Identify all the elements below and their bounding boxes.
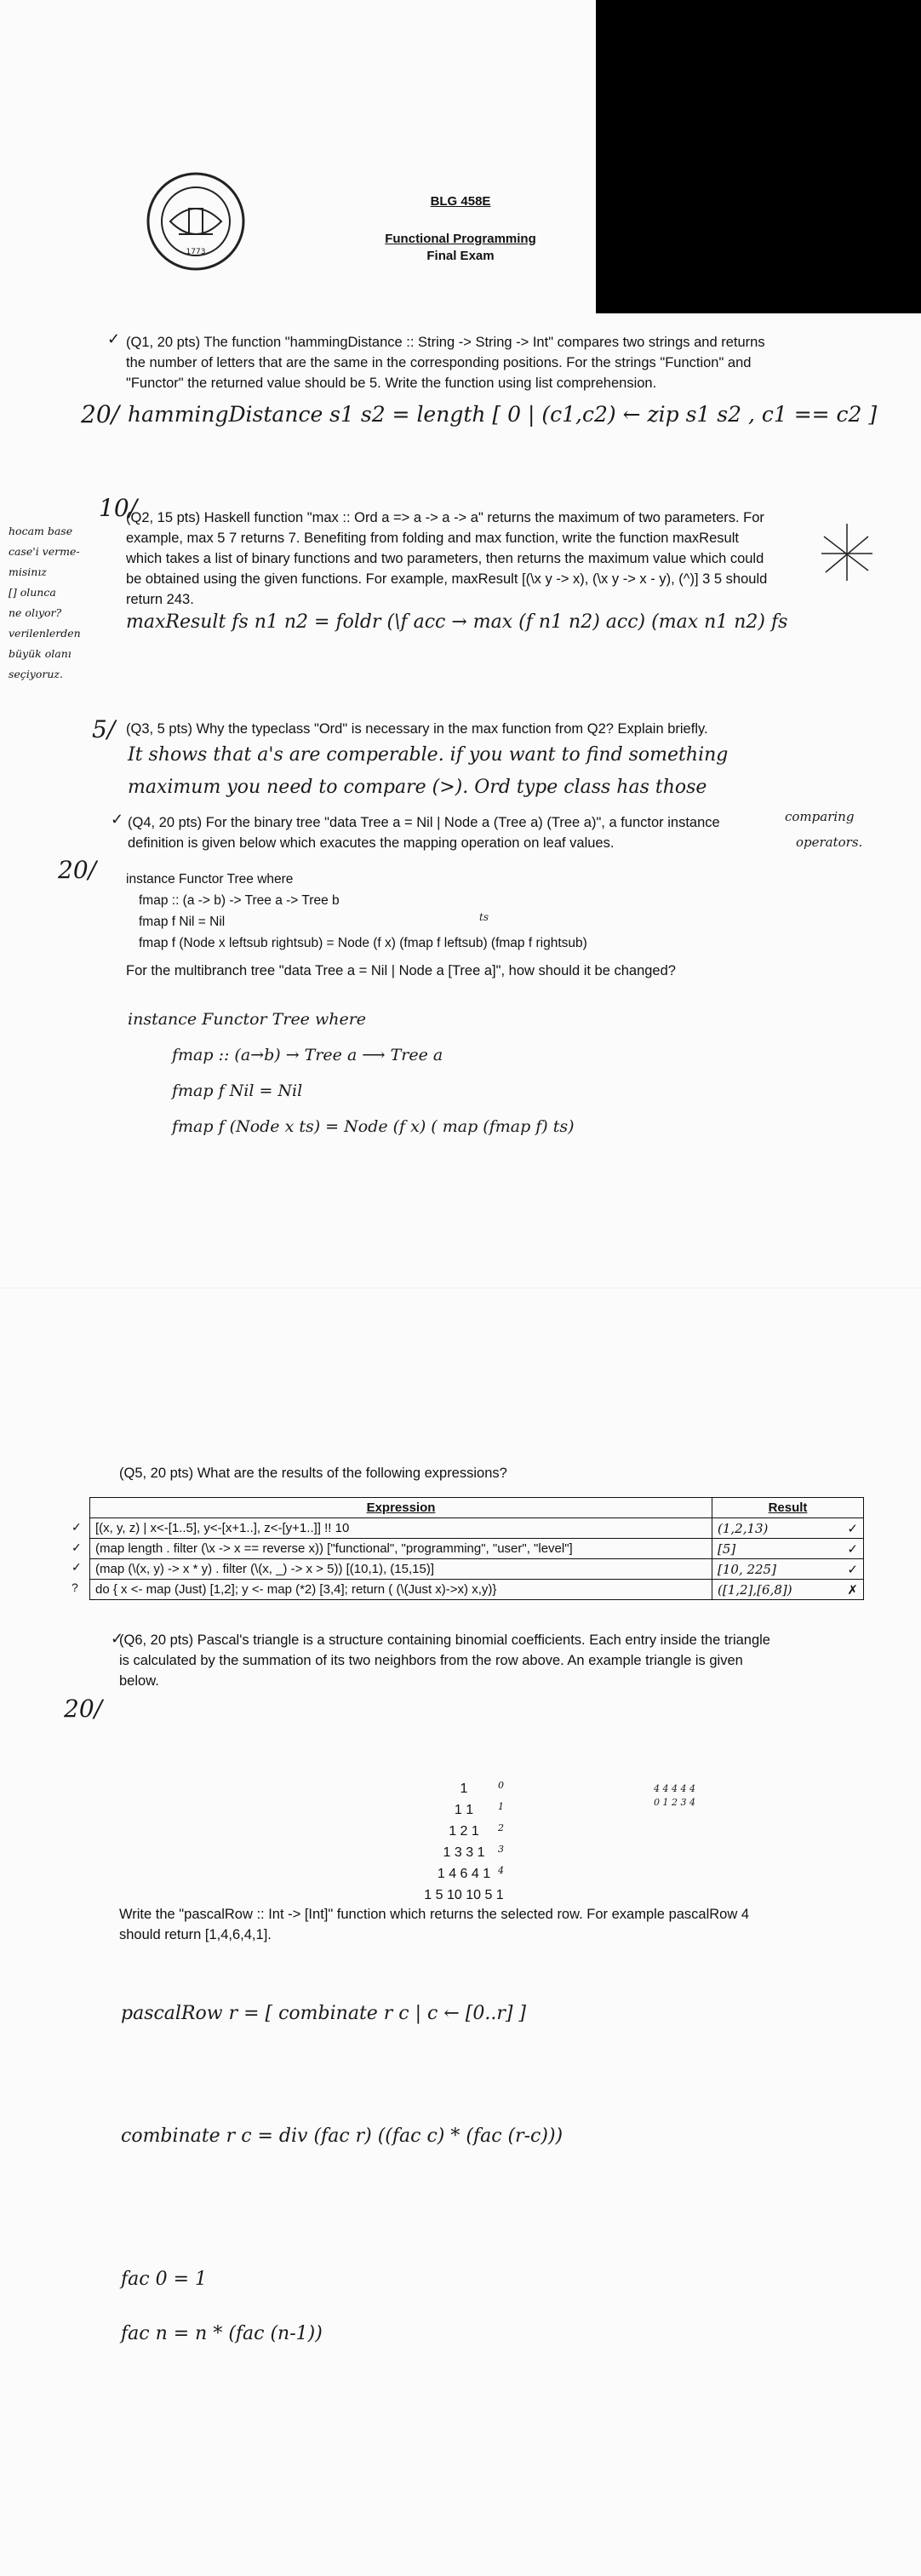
check-mark-icon: ✓ (847, 1561, 858, 1577)
q3-answer-line-3: comparing (785, 809, 855, 824)
q1-answer: hammingDistance s1 s2 = length [ 0 | (c1,c2) ← zip s1 s2 , c1 == c2 ] (128, 402, 878, 427)
q5-row-marks: ✓ ✓ ✓ ? (72, 1520, 82, 1594)
q3-grade: 5/ (92, 715, 116, 743)
check-mark-icon: ✓ (111, 811, 124, 828)
table-header-result: Result (712, 1498, 864, 1518)
side-note-top: 4 4 4 4 4 (654, 1783, 695, 1794)
q3-answer-line-2: maximum you need to compare (>). Ord type class has those (128, 777, 707, 798)
q3-answer-line-4: operators. (796, 835, 863, 850)
q6-grade: 20/ (64, 1695, 103, 1723)
row-number-notes: 0 1 2 3 4 (498, 1780, 504, 1876)
check-mark-icon: ✓ (847, 1540, 858, 1557)
table-row: do { x <- map (Just) [1,2]; y <- map (*2) [3,4]; return ( (\(Just x)->x) x,y)} ([1,2],[6,8]) ✗ (90, 1580, 864, 1600)
question-2: (Q2, 15 pts) Haskell function "max :: Ord a => a -> a -> a" returns the maximum of two parameters. For example, max 5 7 returns 7. Benefiting from folding and max function, write the function maxResult which takes a list of binary functions and two parameters, then returns the maximum value which could be obtained using the given functions. For example, maxResult [(\x y -> x), (\x y -> x - y), (^)] 3 5 should return 243. (126, 510, 768, 607)
check-mark-icon: ✓ (111, 1630, 124, 1647)
check-mark-icon: ✓ (847, 1520, 858, 1536)
q2-answer: maxResult fs n1 n2 = foldr (\f acc → max (f n1 n2) acc) (max n1 n2) fs (126, 611, 788, 633)
q2-grade: 10/ (99, 494, 138, 522)
table-row: (map (\(x, y) -> x * y) . filter (\(x, _) -> x > 5)) [(10,1), (15,15)] [10, 225] ✓ (90, 1559, 864, 1580)
q3-answer-line-1: It shows that a's are comperable. if you want to find something (128, 744, 729, 766)
pascal-triangle: 1 1 1 1 2 1 1 3 3 1 1 4 6 4 1 1 5 10 10 5 1 (424, 1781, 504, 1902)
question-4: (Q4, 20 pts) For the binary tree "data Tree a = Nil | Node a (Tree a) (Tree a)", a functor instance definition is given below which exacutes the mapping operation on leaf values. (128, 815, 720, 851)
q6-answer-line-4: fac n = n * (fac (n-1)) (121, 2323, 323, 2344)
question-1: (Q1, 20 pts) The function "hammingDistance :: String -> String -> Int" compares two strings and returns the number of letters that are the same in the corresponding positions. For the strings "Function" and "Functor" the returned value should be 5. Write the function using list comprehension. (126, 335, 765, 391)
q6-answer-line-2: combinate r c = div (fac r) ((fac c) * (fac (r-c))) (121, 2126, 563, 2147)
q2-side-note: hocam base case'i verme- misinız [] olunca ne olıyor? verilenlerden büyük olanı seçiyoruz. (9, 525, 81, 680)
side-note-bottom: 0 1 2 3 4 (654, 1797, 695, 1808)
q6-answer-line-3: fac 0 = 1 (121, 2269, 207, 2290)
q4-code-block: instance Functor Tree where fmap :: (a -> b) -> Tree a -> Tree b fmap f Nil = Nil fmap f (Node x leftsub rightsub) = Node (f x) (fmap f leftsub) (fmap f rightsub) (126, 872, 587, 950)
course-title: Functional Programming (385, 232, 536, 246)
q1-grade: 20/ (81, 400, 120, 428)
svg-text:1773: 1773 (186, 248, 206, 256)
star-doodle-icon (817, 519, 877, 583)
question-3: (Q3, 5 pts) Why the typeclass "Ord" is necessary in the max function from Q2? Explain briefly. (126, 721, 708, 737)
q4-grade: 20/ (58, 856, 97, 884)
question-6-part-2: Write the "pascalRow :: Int -> [Int]" function which returns the selected row. For example pascalRow 4 should return [1,4,6,4,1]. (119, 1907, 750, 1942)
table-row: [(x, y, z) | x<-[1..5], y<-[x+1..], z<-[y+1..]] !! 10 (1,2,13) ✓ (90, 1518, 864, 1539)
exam-name: Final Exam (426, 249, 495, 263)
redaction-box (596, 0, 921, 313)
question-6: (Q6, 20 pts) Pascal's triangle is a structure containing binomial coefficients. Each entry inside the triangle is calculated by the summation of its two neighbors from the row above. An example triangle is given below. (119, 1632, 770, 1689)
q4-margin-note: ts (479, 911, 489, 923)
q6-answer-line-1: pascalRow r = [ combinate r c | c ← [0..r] ] (121, 2003, 527, 2024)
check-mark-icon: ✓ (107, 330, 121, 347)
course-code: BLG 458E (430, 194, 491, 209)
question-5: (Q5, 20 pts) What are the results of the following expressions? (119, 1466, 507, 1481)
cross-mark-icon: ✗ (847, 1581, 858, 1598)
table-header-expression: Expression (90, 1498, 712, 1518)
q4-answer: instance Functor Tree where fmap :: (a→b) → Tree a ⟶ Tree a fmap f Nil = Nil fmap f (Node x ts) = Node (f x) ( map (fmap f) ts) (128, 1010, 575, 1136)
expression-table (89, 1497, 864, 1600)
question-4-part-2: For the multibranch tree "data Tree a = Nil | Node a [Tree a]", how should it be changed? (126, 963, 676, 978)
table-row: (map length . filter (\x -> x == reverse x)) ["functional", "programming", "user", "level"] [5] ✓ (90, 1539, 864, 1559)
